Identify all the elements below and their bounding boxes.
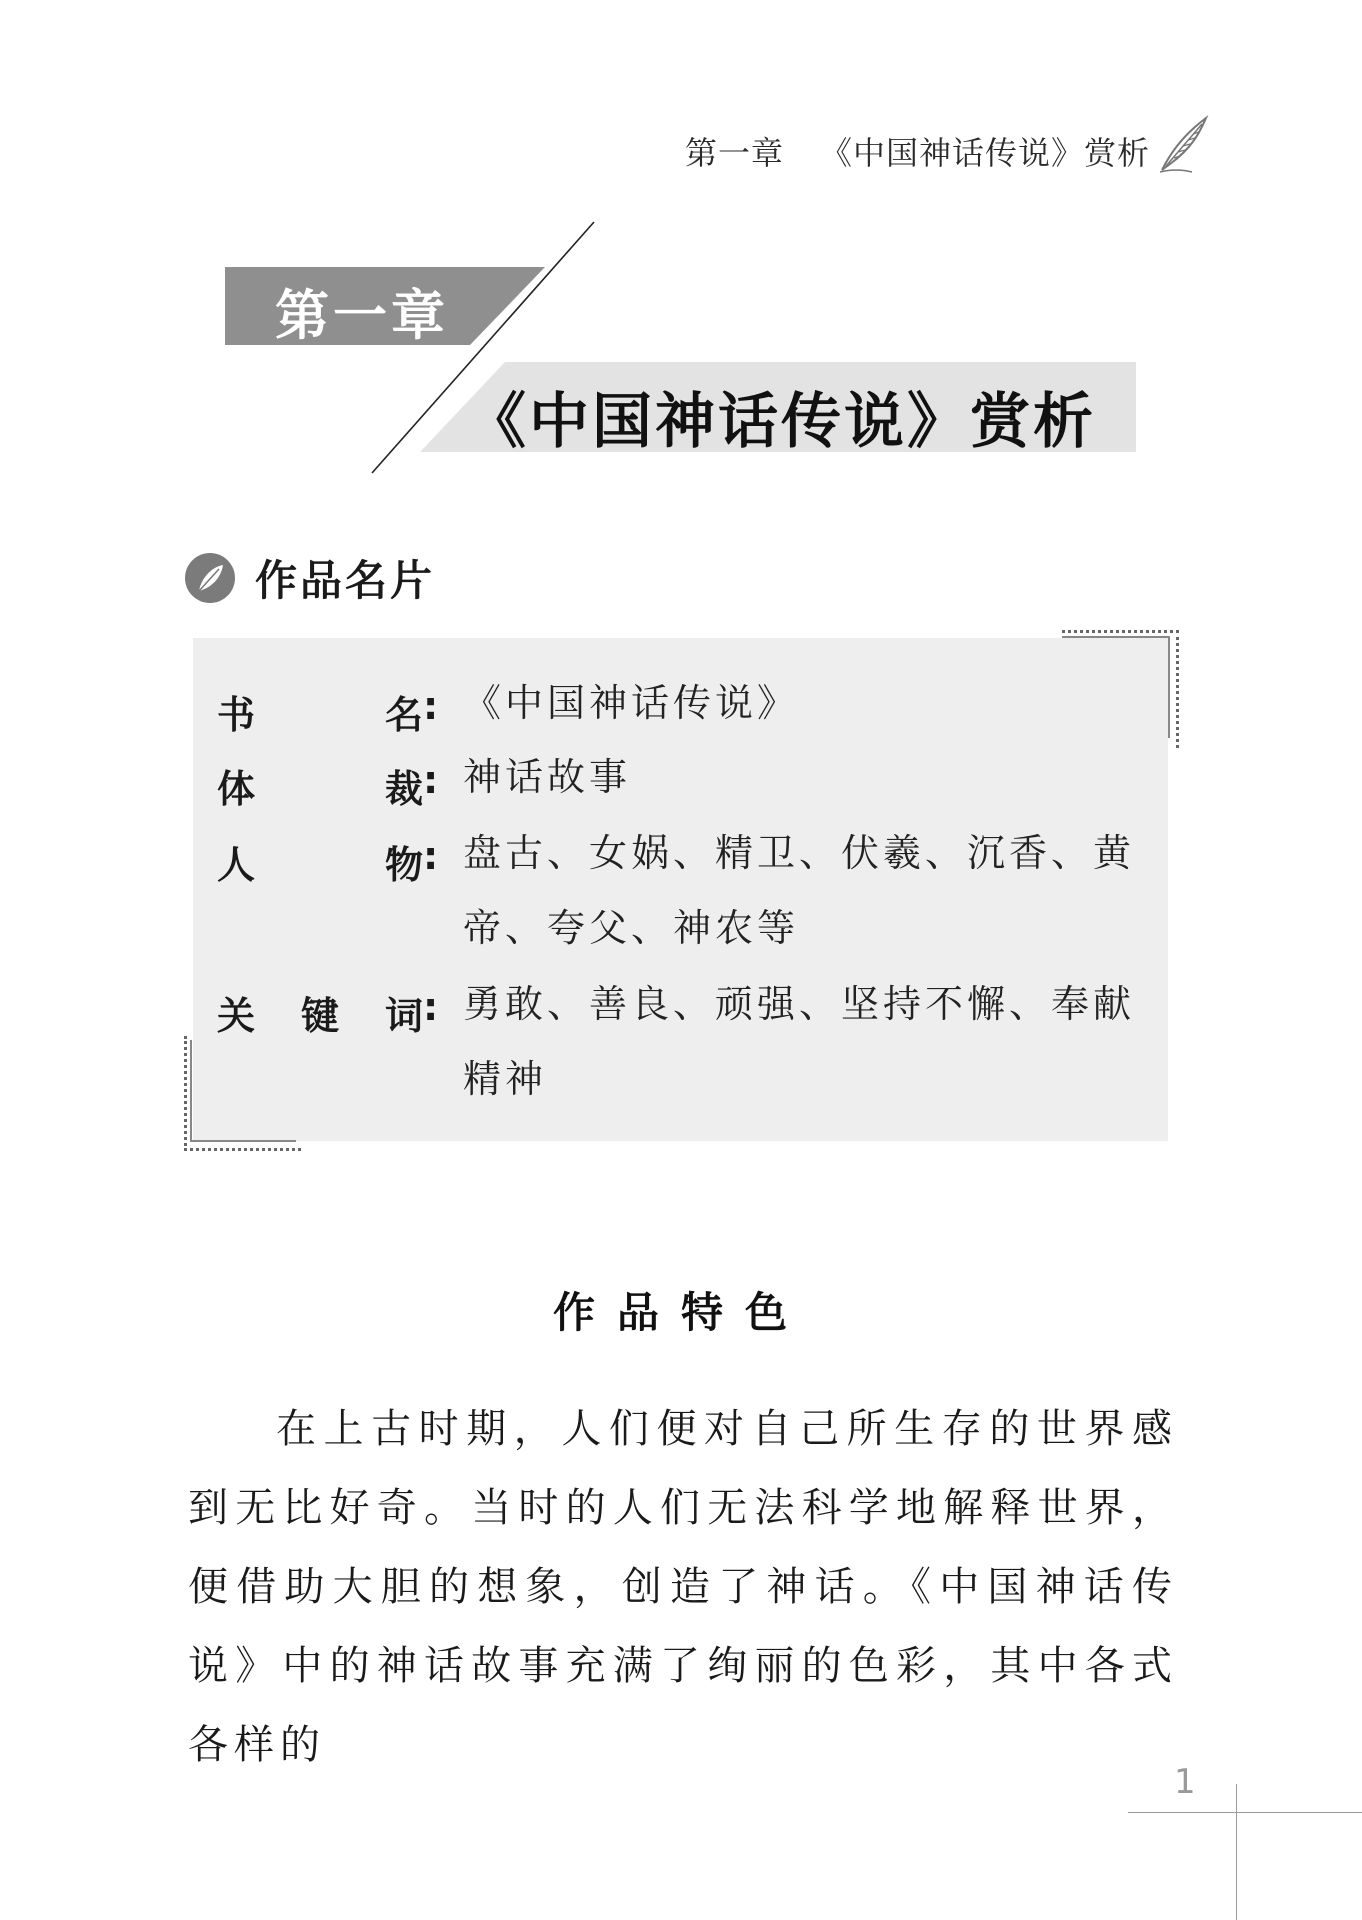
chapter-label: 第一章 xyxy=(275,284,449,345)
chapter-banner xyxy=(0,0,1362,480)
info-label xyxy=(217,834,423,966)
info-label-char: 书 xyxy=(217,693,256,737)
info-label-char: 名 xyxy=(384,693,423,737)
info-colon: : xyxy=(423,834,439,878)
running-header-title: 《中国神话传说》赏析 xyxy=(819,134,1150,172)
info-label-char: 裁 xyxy=(384,767,423,811)
info-label-char: 键 xyxy=(300,994,339,1038)
leaf-icon xyxy=(185,553,235,603)
running-header-chapter: 第一章 xyxy=(684,134,784,172)
info-label xyxy=(217,985,423,1117)
info-label-char: 词 xyxy=(384,994,423,1038)
section-heading-text: 作品名片 xyxy=(255,556,436,605)
footer-rule-vertical xyxy=(1236,1784,1237,1920)
info-colon: : xyxy=(423,684,439,728)
info-value: 《中国神话传说》 xyxy=(463,681,800,725)
info-label-char: 物 xyxy=(384,843,423,887)
info-label-char: 关 xyxy=(217,994,256,1038)
info-colon: : xyxy=(423,985,439,1029)
chapter-title: 《中国神话传说》赏析 xyxy=(466,387,1096,457)
info-value: 盘古、女娲、精卫、伏羲、沉香、黄帝、夸父、神农等 xyxy=(463,831,1136,950)
info-row-genre xyxy=(217,755,1163,815)
info-row-keywords xyxy=(217,982,1163,1117)
info-label-char: 体 xyxy=(217,767,256,811)
section-heading xyxy=(185,548,435,608)
info-label-char: 人 xyxy=(217,843,256,887)
page-number: 1 xyxy=(1174,1762,1196,1802)
info-value: 勇敢、善良、顽强、坚持不懈、奉献精神 xyxy=(463,982,1136,1101)
info-row-characters xyxy=(217,831,1163,966)
feature-heading: 作品特色 xyxy=(552,1288,809,1337)
info-colon: : xyxy=(423,758,439,802)
body-paragraph: 在上古时期，人们便对自己所生存的世界感到无比好奇。当时的人们无法科学地解释世界，便借助大胆的想象，创造了神话。《中国神话传说》中的神话故事充满了绚丽的色彩，其中各式各样的 xyxy=(188,1406,1178,1768)
footer-rule-horizontal xyxy=(1128,1812,1362,1813)
info-label xyxy=(217,758,423,815)
banner-diagonal-line xyxy=(0,0,1362,480)
info-value: 神话故事 xyxy=(463,755,632,799)
info-label xyxy=(217,684,423,741)
info-row-title xyxy=(217,681,1163,741)
